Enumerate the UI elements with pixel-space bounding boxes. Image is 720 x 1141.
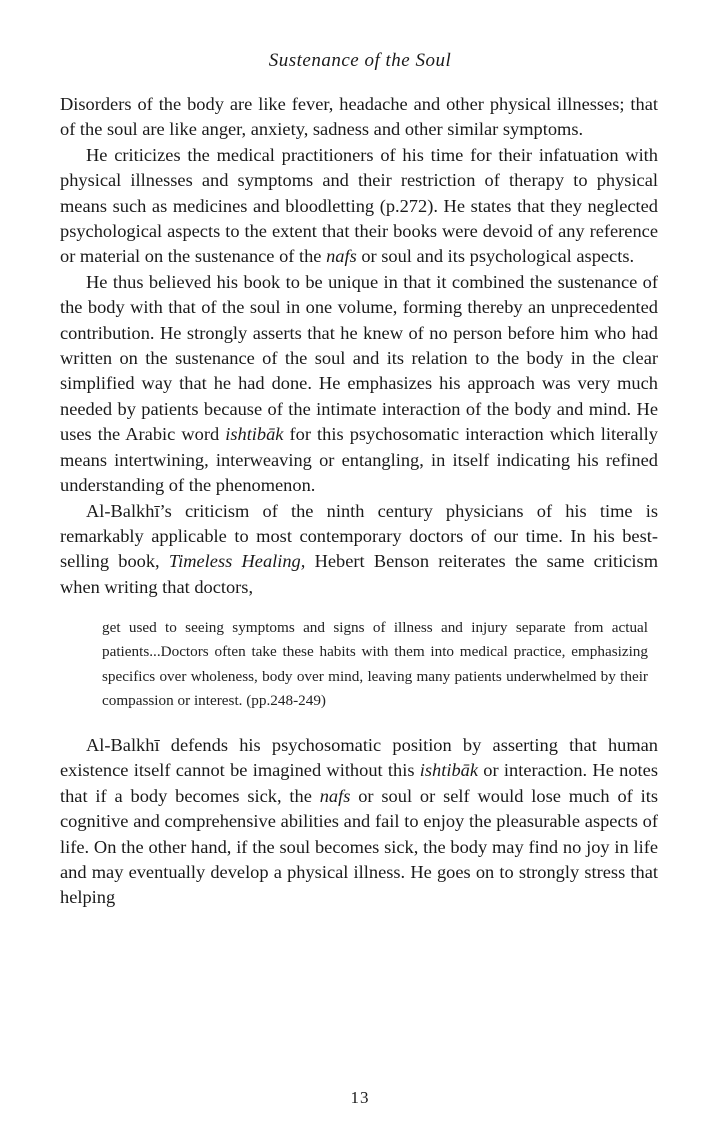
paragraph-5-text-c: or soul or self would lose much of its cognitive and comprehensive abilities and fail to enjoy the pleasurable aspects of life. On the other hand, if the soul becomes sick, the body may find no joy in life and may eventually develop a physical illness. He goes on to strongly stress that helping (60, 785, 659, 908)
term-ishtibak: ishtibāk (225, 424, 284, 445)
paragraph-3-text-b: for this psychosomatic interaction which literally means intertwining, interweaving or entangling, in itself indicating his refined understanding of the phenomenon. (60, 424, 658, 496)
page-number: 13 (350, 1088, 370, 1107)
paragraph-5-text-a: Al-Balkhī defends his psychosomatic position by asserting that human existence itself cannot be imagined without this (60, 734, 658, 781)
paragraph-1: Disorders of the body are like fever, headache and other physical illnesses; that of the soul are like anger, anxiety, sadness and other similar symptoms. (60, 94, 658, 140)
paragraph-4 (60, 499, 658, 601)
term-nafs: nafs (326, 246, 357, 267)
term-ishtibak: ishtibāk (419, 760, 479, 781)
term-nafs: nafs (319, 785, 351, 806)
paragraph-2-text-b: or soul and its psychological aspects. (356, 246, 635, 267)
body-text (60, 92, 658, 911)
paragraph-3-text-a: He thus believed his book to be unique in that it combined the sustenance of the body with that of the soul in one volume, forming thereby an unprecedented contribution. He strongly asserts that he knew of no person before him who had written on the sustenance of the soul and its relation to the body in the clear simplified way that he had done. He emphasizes his approach was very much needed by patients because of the intimate interaction of the body and mind. He uses the Arabic word (60, 271, 658, 445)
paragraph-2 (60, 143, 658, 270)
running-title: Sustenance of the Soul (268, 50, 452, 71)
paragraph-5 (60, 733, 658, 911)
paragraph-4-text-a: Al-Balkhī’s criticism of the ninth century physicians of his time is remarkably applicable to most contemporary doctors of our time. In his best-selling book, (60, 500, 658, 572)
book-title: Timeless Healing, (168, 551, 306, 572)
paragraph-2-text-a: He criticizes the medical practitioners of his time for their infatuation with physical illnesses and symptoms and their restriction of therapy to physical means such as medicines and bloodletting (p.272). He states that they neglected psychological aspects to the extent that their books were devoid of any reference or material on the sustenance of the (60, 144, 658, 267)
paragraph-3 (60, 270, 658, 499)
paragraph-5-text-b: or interaction. He notes that if a body becomes sick, the (60, 760, 658, 806)
block-quote: get used to seeing symptoms and signs of illness and injury separate from actual patients...Doctors often take these habits with them into medical practice, emphasizing specifics over wholeness, body over mind, leaving many patients underwhelmed by their compassion or interest. (pp.248-249) (102, 619, 648, 709)
paragraph-4-text-b: Hebert Benson reiterates the same criticism when writing that doctors, (60, 551, 658, 597)
